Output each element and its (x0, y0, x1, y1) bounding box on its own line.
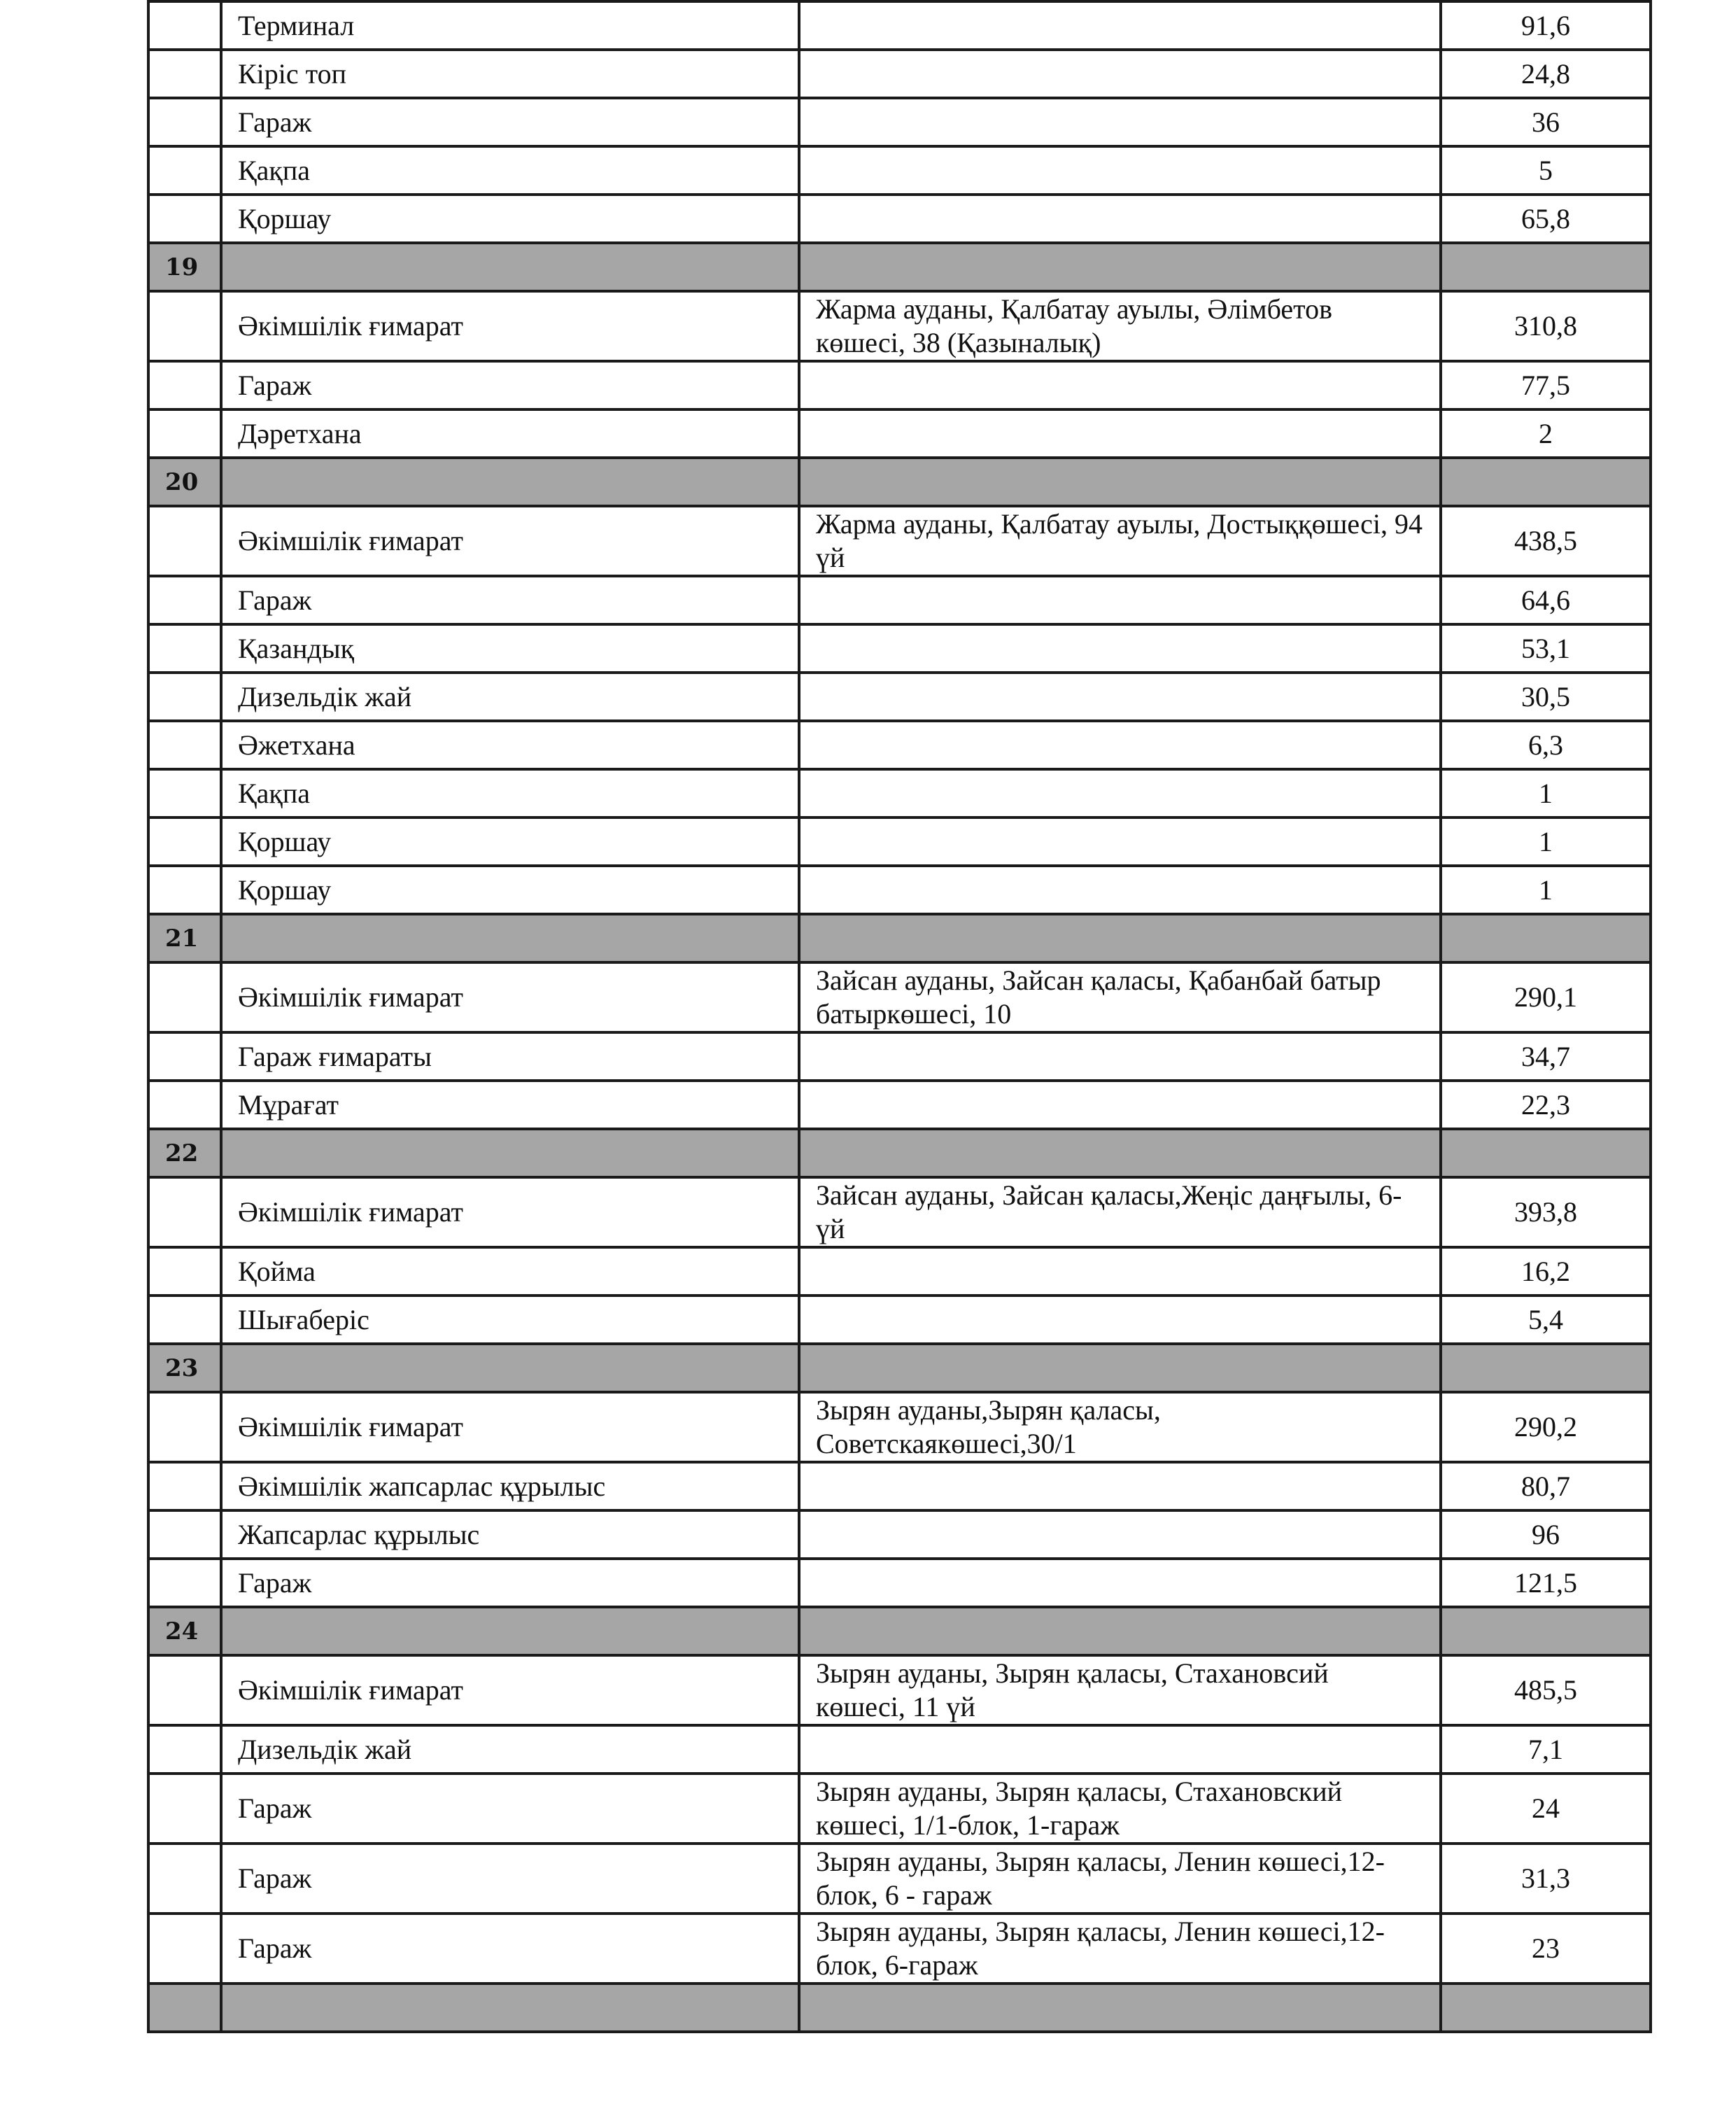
object-name: Қоршау (221, 195, 799, 243)
group-cell-empty (1441, 1607, 1651, 1655)
object-area: 34,7 (1441, 1032, 1651, 1081)
table-row (148, 1774, 1651, 1844)
group-cell-empty (1441, 914, 1651, 962)
group-number: 23 (148, 1344, 221, 1392)
object-area: 438,5 (1441, 506, 1651, 576)
table-row (148, 576, 1651, 624)
object-area: 30,5 (1441, 673, 1651, 721)
table-row (148, 1559, 1651, 1607)
table-row (148, 1392, 1651, 1462)
object-address (799, 866, 1441, 914)
group-cell-empty (221, 1344, 799, 1392)
object-area: 5,4 (1441, 1296, 1651, 1344)
object-address (799, 1, 1441, 50)
object-area: 91,6 (1441, 1, 1651, 50)
object-area: 310,8 (1441, 291, 1651, 361)
row-number-cell (148, 506, 221, 576)
table-row (148, 673, 1651, 721)
table-row (148, 769, 1651, 817)
object-name: Гараж (221, 361, 799, 409)
object-address (799, 721, 1441, 769)
object-name: Дәретхана (221, 409, 799, 458)
group-cell-empty (221, 1129, 799, 1177)
table-row (148, 98, 1651, 146)
object-address (799, 361, 1441, 409)
group-cell-empty (799, 1607, 1441, 1655)
group-header-row (148, 458, 1651, 506)
row-number-cell (148, 721, 221, 769)
group-header-row (148, 1984, 1651, 2032)
object-address (799, 195, 1441, 243)
table-row (148, 1081, 1651, 1129)
object-name: Әкімшілік ғимарат (221, 1177, 799, 1247)
object-address (799, 1296, 1441, 1344)
object-address (799, 769, 1441, 817)
table-row (148, 1462, 1651, 1510)
object-address (799, 1559, 1441, 1607)
row-number-cell (148, 361, 221, 409)
group-cell-empty (1441, 458, 1651, 506)
object-name: Әжетхана (221, 721, 799, 769)
object-name: Жапсарлас құрылыс (221, 1510, 799, 1559)
object-area: 31,3 (1441, 1844, 1651, 1914)
table-row (148, 1510, 1651, 1559)
object-name: Терминал (221, 1, 799, 50)
object-name: Әкімшілік ғимарат (221, 291, 799, 361)
object-address (799, 50, 1441, 98)
table-row (148, 1247, 1651, 1296)
object-area: 1 (1441, 817, 1651, 866)
object-address (799, 409, 1441, 458)
object-area: 24 (1441, 1774, 1651, 1844)
row-number-cell (148, 1, 221, 50)
object-name: Қазандық (221, 624, 799, 673)
object-name: Қоршау (221, 866, 799, 914)
row-number-cell (148, 1559, 221, 1607)
object-address: Зырян ауданы, Зырян қаласы, Стахановский көшесі, 1/1-блок, 1-гараж (799, 1774, 1441, 1844)
row-number-cell (148, 1032, 221, 1081)
row-number-cell (148, 146, 221, 195)
row-number-cell (148, 50, 221, 98)
object-area: 1 (1441, 866, 1651, 914)
group-number: 22 (148, 1129, 221, 1177)
row-number-cell (148, 291, 221, 361)
object-address (799, 1725, 1441, 1774)
group-number: 21 (148, 914, 221, 962)
object-area: 1 (1441, 769, 1651, 817)
table-row (148, 1032, 1651, 1081)
object-address (799, 1462, 1441, 1510)
object-address (799, 624, 1441, 673)
row-number-cell (148, 1510, 221, 1559)
row-number-cell (148, 1725, 221, 1774)
row-number-cell (148, 866, 221, 914)
object-name: Гараж (221, 1774, 799, 1844)
table-row (148, 291, 1651, 361)
object-address (799, 576, 1441, 624)
row-number-cell (148, 409, 221, 458)
object-area: 77,5 (1441, 361, 1651, 409)
group-cell-empty (1441, 1984, 1651, 2032)
object-address: Зырян ауданы, Зырян қаласы, Стахановсий көшесі, 11 үй (799, 1655, 1441, 1725)
group-cell-empty (221, 1984, 799, 2032)
group-cell-empty (221, 1607, 799, 1655)
group-number: 20 (148, 458, 221, 506)
group-cell-empty (221, 914, 799, 962)
table-row (148, 866, 1651, 914)
object-address (799, 98, 1441, 146)
object-area: 6,3 (1441, 721, 1651, 769)
row-number-cell (148, 962, 221, 1032)
group-header-row (148, 914, 1651, 962)
object-name: Гараж (221, 98, 799, 146)
table-row (148, 624, 1651, 673)
object-address: Зайсан ауданы, Зайсан қаласы, Қабанбай батыр батыркөшесі, 10 (799, 962, 1441, 1032)
object-area: 64,6 (1441, 576, 1651, 624)
table-row (148, 506, 1651, 576)
object-name: Мұрағат (221, 1081, 799, 1129)
table-row (148, 50, 1651, 98)
object-address: Зайсан ауданы, Зайсан қаласы,Жеңіс даңғылы, 6-үй (799, 1177, 1441, 1247)
object-name: Әкімшілік жапсарлас құрылыс (221, 1462, 799, 1510)
object-area: 80,7 (1441, 1462, 1651, 1510)
row-number-cell (148, 98, 221, 146)
object-area: 485,5 (1441, 1655, 1651, 1725)
object-name: Қойма (221, 1247, 799, 1296)
row-number-cell (148, 1844, 221, 1914)
table-row (148, 1844, 1651, 1914)
object-area: 7,1 (1441, 1725, 1651, 1774)
object-name: Гараж (221, 1914, 799, 1984)
group-number (148, 1984, 221, 2032)
table-row (148, 409, 1651, 458)
row-number-cell (148, 1392, 221, 1462)
object-address (799, 1247, 1441, 1296)
object-area: 290,2 (1441, 1392, 1651, 1462)
object-address: Зырян ауданы, Зырян қаласы, Ленин көшесі,12-блок, 6 - гараж (799, 1844, 1441, 1914)
object-address (799, 817, 1441, 866)
group-header-row (148, 1607, 1651, 1655)
table-row (148, 1914, 1651, 1984)
group-cell-empty (799, 1129, 1441, 1177)
row-number-cell (148, 624, 221, 673)
group-cell-empty (799, 1344, 1441, 1392)
group-cell-empty (799, 914, 1441, 962)
object-area: 36 (1441, 98, 1651, 146)
object-area: 290,1 (1441, 962, 1651, 1032)
object-name: Гараж (221, 1844, 799, 1914)
table-row (148, 817, 1651, 866)
object-area: 5 (1441, 146, 1651, 195)
object-name: Әкімшілік ғимарат (221, 506, 799, 576)
group-cell-empty (799, 243, 1441, 291)
row-number-cell (148, 1462, 221, 1510)
group-cell-empty (799, 1984, 1441, 2032)
group-header-row (148, 1344, 1651, 1392)
object-name: Қақпа (221, 146, 799, 195)
object-area: 96 (1441, 1510, 1651, 1559)
object-name: Шығаберіс (221, 1296, 799, 1344)
table-row (148, 1296, 1651, 1344)
object-address (799, 146, 1441, 195)
table-row (148, 195, 1651, 243)
object-name: Гараж ғимараты (221, 1032, 799, 1081)
object-address (799, 1032, 1441, 1081)
object-name: Гараж (221, 1559, 799, 1607)
object-name: Кіріс топ (221, 50, 799, 98)
row-number-cell (148, 1655, 221, 1725)
property-table (147, 0, 1652, 2033)
object-name: Дизельдік жай (221, 673, 799, 721)
table-row (148, 1655, 1651, 1725)
object-address: Зырян ауданы, Зырян қаласы, Ленин көшесі,12-блок, 6-гараж (799, 1914, 1441, 1984)
object-area: 53,1 (1441, 624, 1651, 673)
group-header-row (148, 1129, 1651, 1177)
object-name: Қоршау (221, 817, 799, 866)
row-number-cell (148, 1247, 221, 1296)
group-cell-empty (221, 458, 799, 506)
object-area: 393,8 (1441, 1177, 1651, 1247)
group-cell-empty (799, 458, 1441, 506)
row-number-cell (148, 1914, 221, 1984)
table-row (148, 361, 1651, 409)
object-name: Дизельдік жай (221, 1725, 799, 1774)
group-cell-empty (1441, 243, 1651, 291)
row-number-cell (148, 1296, 221, 1344)
group-cell-empty (221, 243, 799, 291)
group-number: 24 (148, 1607, 221, 1655)
object-address (799, 1510, 1441, 1559)
object-address (799, 673, 1441, 721)
object-address: Жарма ауданы, Қалбатау ауылы, Достыққөшесі, 94 үй (799, 506, 1441, 576)
object-address (799, 1081, 1441, 1129)
object-name: Әкімшілік ғимарат (221, 962, 799, 1032)
row-number-cell (148, 817, 221, 866)
object-area: 16,2 (1441, 1247, 1651, 1296)
row-number-cell (148, 195, 221, 243)
row-number-cell (148, 769, 221, 817)
object-address: Жарма ауданы, Қалбатау ауылы, Әлімбетов көшесі, 38 (Қазыналық) (799, 291, 1441, 361)
table-row (148, 962, 1651, 1032)
object-area: 23 (1441, 1914, 1651, 1984)
object-area: 24,8 (1441, 50, 1651, 98)
row-number-cell (148, 1177, 221, 1247)
object-name: Қақпа (221, 769, 799, 817)
row-number-cell (148, 1081, 221, 1129)
table-row (148, 1725, 1651, 1774)
group-cell-empty (1441, 1344, 1651, 1392)
object-area: 2 (1441, 409, 1651, 458)
object-area: 65,8 (1441, 195, 1651, 243)
object-area: 121,5 (1441, 1559, 1651, 1607)
table-body (148, 1, 1651, 2032)
table-row (148, 146, 1651, 195)
object-area: 22,3 (1441, 1081, 1651, 1129)
table-row (148, 1177, 1651, 1247)
object-name: Әкімшілік ғимарат (221, 1655, 799, 1725)
group-header-row (148, 243, 1651, 291)
table-row (148, 721, 1651, 769)
object-name: Әкімшілік ғимарат (221, 1392, 799, 1462)
row-number-cell (148, 1774, 221, 1844)
object-address: Зырян ауданы,Зырян қаласы, Советскаякөшесі,30/1 (799, 1392, 1441, 1462)
row-number-cell (148, 576, 221, 624)
group-number: 19 (148, 243, 221, 291)
row-number-cell (148, 673, 221, 721)
group-cell-empty (1441, 1129, 1651, 1177)
object-name: Гараж (221, 576, 799, 624)
table-row (148, 1, 1651, 50)
